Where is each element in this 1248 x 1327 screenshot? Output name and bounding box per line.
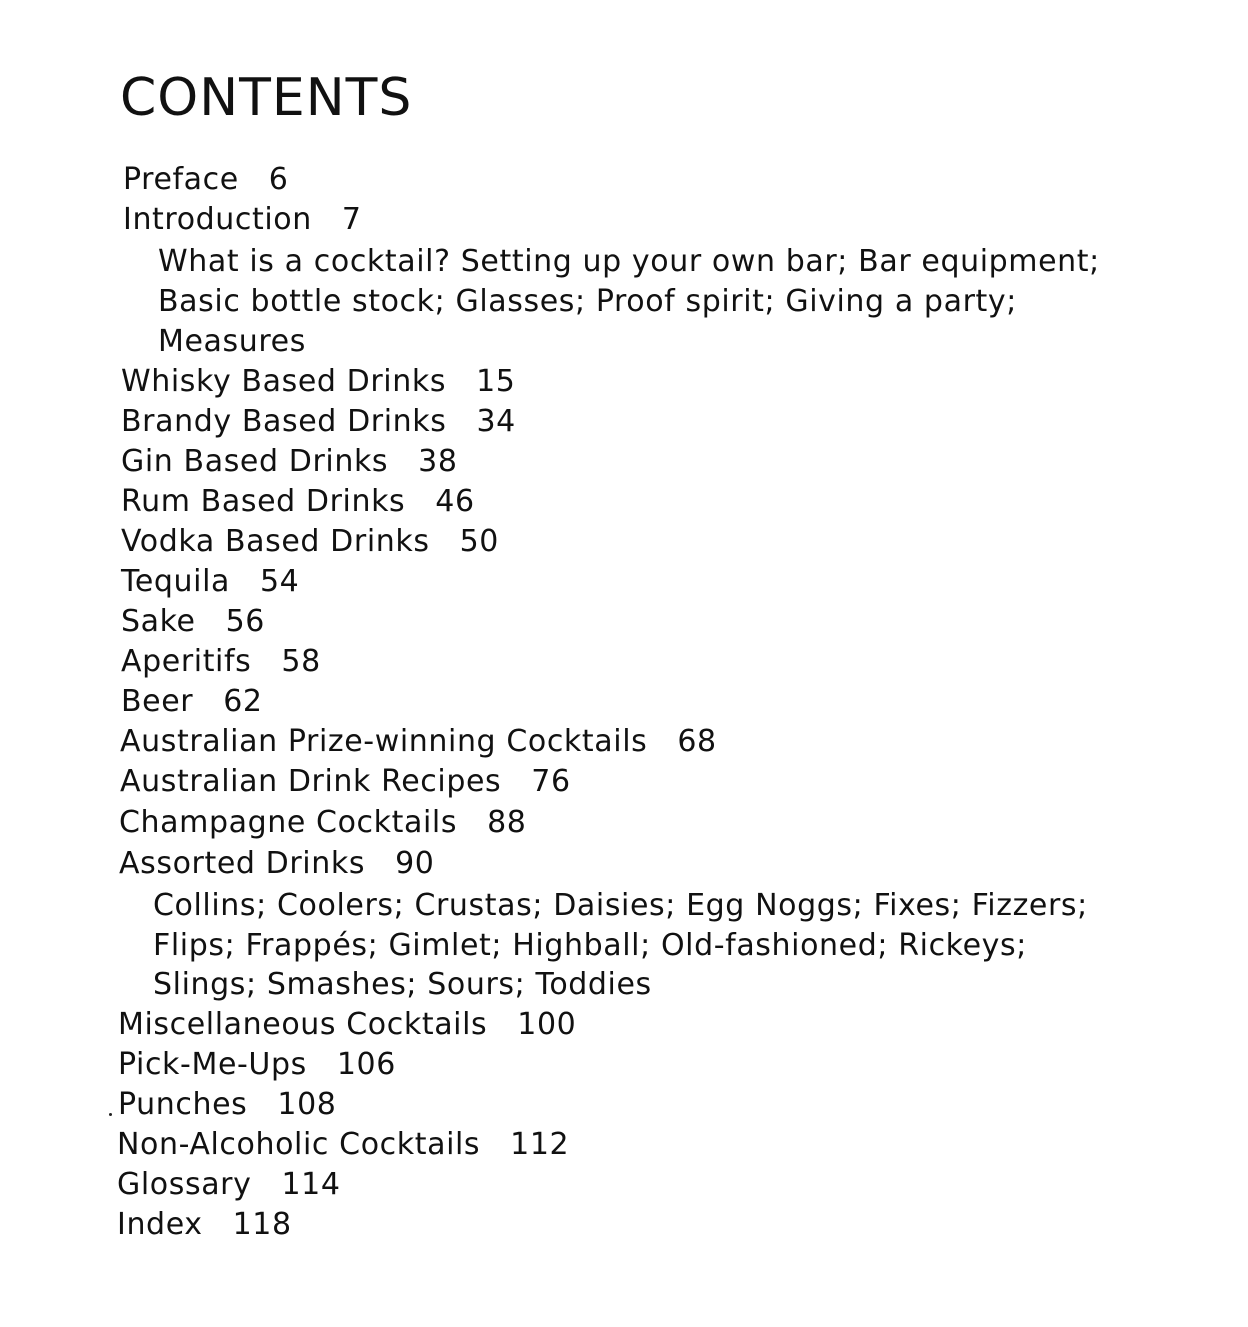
toc-entry-page: 38 bbox=[418, 444, 458, 479]
toc-entry-page: 46 bbox=[435, 484, 475, 519]
toc-subtopics-line: Flips; Frappés; Gimlet; Highball; Old-fashioned; Rickeys; bbox=[153, 928, 1027, 963]
toc-entry-page: 76 bbox=[531, 764, 571, 799]
toc-entry-australian-recipes[interactable] bbox=[120, 762, 571, 802]
toc-entry-label: Gin Based Drinks bbox=[121, 444, 389, 479]
toc-entry-australian-prize[interactable] bbox=[120, 722, 717, 762]
toc-subtopics-line: Slings; Smashes; Sours; Toddies bbox=[153, 967, 652, 1002]
toc-entry-glossary[interactable] bbox=[117, 1165, 341, 1205]
toc-entry-sake[interactable] bbox=[121, 602, 265, 642]
toc-entry-page: 7 bbox=[341, 202, 362, 237]
toc-entry-pick-me-ups[interactable] bbox=[118, 1045, 396, 1085]
toc-entry-rum[interactable] bbox=[121, 482, 475, 522]
toc-entry-whisky[interactable] bbox=[121, 362, 515, 402]
toc-entry-label: Non-Alcoholic Cocktails bbox=[117, 1127, 481, 1162]
toc-entry-label: Brandy Based Drinks bbox=[121, 404, 447, 439]
toc-entry-page: 58 bbox=[281, 644, 321, 679]
toc-entry-page: 108 bbox=[277, 1087, 337, 1122]
toc-entry-label: Introduction bbox=[123, 202, 312, 237]
toc-subtopics-line: Collins; Coolers; Crustas; Daisies; Egg Noggs; Fixes; Fizzers; bbox=[153, 888, 1088, 923]
toc-entry-page: 106 bbox=[336, 1047, 396, 1082]
toc-entry-label: Index bbox=[117, 1207, 203, 1242]
page-title: CONTENTS bbox=[120, 68, 413, 128]
toc-entry-page: 50 bbox=[459, 524, 499, 559]
toc-entry-brandy[interactable] bbox=[121, 402, 516, 442]
toc-subtopics-line: Measures bbox=[158, 324, 306, 359]
toc-entry-page: 6 bbox=[268, 162, 289, 197]
toc-entry-page: 56 bbox=[225, 604, 265, 639]
toc-entry-page: 68 bbox=[677, 724, 717, 759]
toc-entry-label: Australian Drink Recipes bbox=[120, 764, 502, 799]
toc-entry-page: 100 bbox=[517, 1007, 577, 1042]
toc-entry-label: Beer bbox=[121, 684, 194, 719]
toc-entry-label: Sake bbox=[121, 604, 196, 639]
toc-entry-tequila[interactable] bbox=[121, 562, 299, 602]
toc-entry-champagne[interactable] bbox=[119, 803, 526, 843]
toc-entry-page: 114 bbox=[281, 1167, 341, 1202]
toc-entry-label: Whisky Based Drinks bbox=[121, 364, 447, 399]
toc-entry-label: Miscellaneous Cocktails bbox=[118, 1007, 488, 1042]
toc-entry-introduction[interactable] bbox=[123, 200, 362, 240]
toc-subtopics-line: Basic bottle stock; Glasses; Proof spirit; Giving a party; bbox=[158, 284, 1017, 319]
toc-entry-label: Vodka Based Drinks bbox=[121, 524, 430, 559]
toc-entry-page: 90 bbox=[395, 846, 435, 881]
print-speck bbox=[109, 1113, 112, 1116]
toc-entry-aperitifs[interactable] bbox=[121, 642, 321, 682]
toc-entry-beer[interactable] bbox=[121, 682, 263, 722]
toc-entry-page: 88 bbox=[487, 805, 527, 840]
toc-entry-assorted[interactable] bbox=[119, 844, 434, 884]
toc-entry-label: Champagne Cocktails bbox=[119, 805, 458, 840]
toc-entry-page: 118 bbox=[232, 1207, 292, 1242]
toc-entry-page: 112 bbox=[510, 1127, 570, 1162]
toc-entry-label: Preface bbox=[123, 162, 239, 197]
toc-entry-gin[interactable] bbox=[121, 442, 458, 482]
toc-entry-page: 34 bbox=[476, 404, 516, 439]
toc-entry-label: Rum Based Drinks bbox=[121, 484, 406, 519]
toc-entry-page: 54 bbox=[260, 564, 300, 599]
toc-entry-label: Punches bbox=[118, 1087, 248, 1122]
toc-entry-label: Australian Prize-winning Cocktails bbox=[120, 724, 648, 759]
toc-subtopics-line: What is a cocktail? Setting up your own bar; Bar equipment; bbox=[158, 244, 1100, 279]
toc-entry-label: Glossary bbox=[117, 1167, 252, 1202]
toc-entry-label: Pick-Me-Ups bbox=[118, 1047, 307, 1082]
toc-entry-label: Tequila bbox=[121, 564, 230, 599]
toc-entry-page: 15 bbox=[476, 364, 516, 399]
toc-entry-preface[interactable] bbox=[123, 160, 288, 200]
toc-entry-label: Assorted Drinks bbox=[119, 846, 366, 881]
toc-entry-vodka[interactable] bbox=[121, 522, 499, 562]
toc-entry-non-alcoholic[interactable] bbox=[117, 1125, 569, 1165]
toc-entry-index[interactable] bbox=[117, 1205, 292, 1245]
toc-entry-page: 62 bbox=[223, 684, 263, 719]
toc-entry-miscellaneous[interactable] bbox=[118, 1005, 576, 1045]
toc-entry-punches[interactable] bbox=[118, 1085, 336, 1125]
toc-entry-label: Aperitifs bbox=[121, 644, 252, 679]
